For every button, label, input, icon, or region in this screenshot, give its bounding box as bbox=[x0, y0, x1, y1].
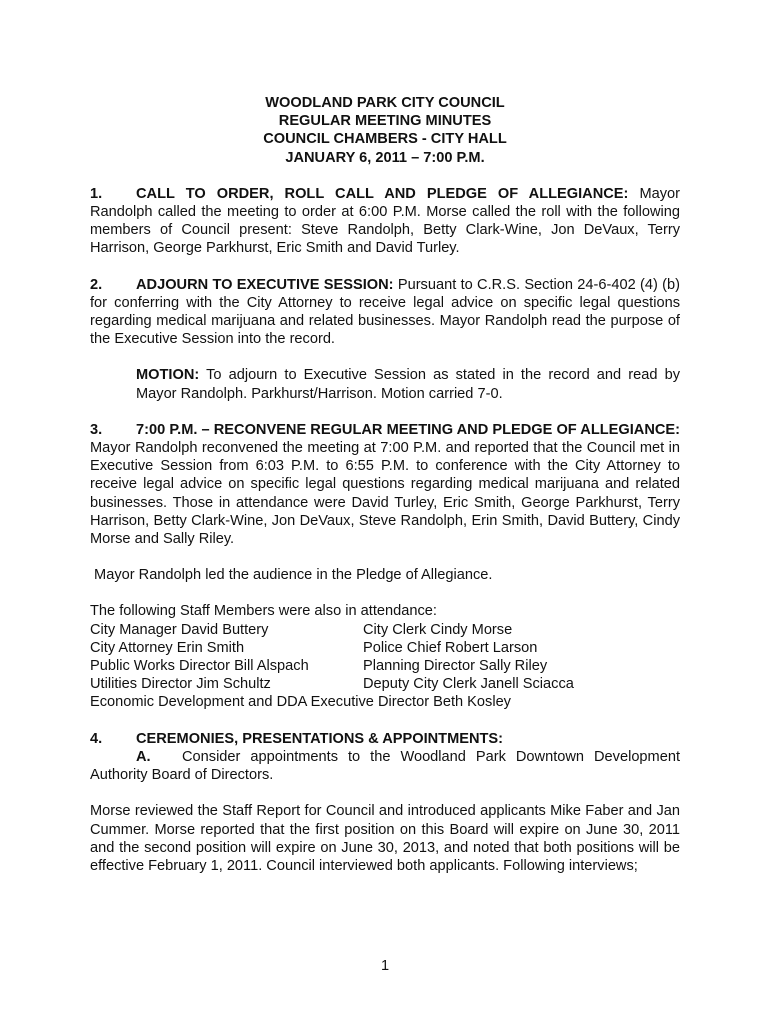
staff-right: City Clerk Cindy Morse bbox=[363, 621, 513, 638]
header-location: COUNCIL CHAMBERS - CITY HALL bbox=[263, 131, 507, 148]
section-3-title: 7:00 P.M. – RECONVENE REGULAR MEETING AND PLEDGE OF ALLEGIANCE: bbox=[136, 421, 680, 438]
staff-last: Economic Development and DDA Executive Director Beth Kosley bbox=[90, 694, 511, 711]
header-meeting-type: REGULAR MEETING MINUTES bbox=[278, 113, 492, 130]
staff-right: Police Chief Robert Larson bbox=[363, 639, 538, 656]
section-1 bbox=[90, 185, 680, 258]
staff-row bbox=[90, 639, 680, 657]
section-4-review: Morse reviewed the Staff Report for Council and introduced applicants Mike Faber and Jan Cummer. Morse reported that the first position on this Board will expire on June 30, 2011 and the second position will expire on June 30, 2013, and noted that both positions will be effective February 1, 2011. Council interviewed both applicants. Following interviews; bbox=[90, 803, 680, 874]
header-council-name: WOODLAND PARK CITY COUNCIL bbox=[265, 95, 505, 111]
section-2-motion bbox=[136, 366, 680, 402]
section-3-number: 3. bbox=[90, 421, 103, 438]
pledge-line: Mayor Randolph led the audience in the Pledge of Allegiance. bbox=[90, 567, 493, 584]
section-4-number: 4. bbox=[90, 730, 103, 747]
staff-right: Planning Director Sally Riley bbox=[363, 658, 548, 675]
item-a-text: Consider appointments to the Woodland Park Downtown Development Authority Board of Directors. bbox=[90, 748, 680, 784]
section-1-title: CALL TO ORDER, ROLL CALL AND PLEDGE OF ALLEGIANCE: bbox=[136, 185, 629, 202]
section-2-number: 2. bbox=[90, 276, 103, 293]
document-body bbox=[90, 94, 680, 875]
staff-left: City Manager David Buttery bbox=[90, 621, 269, 638]
staff-list bbox=[90, 602, 680, 711]
page-number: 1 bbox=[380, 958, 390, 974]
section-1-text: Mayor Randolph called the meeting to order at 6:00 P.M. Morse called the roll with the following members of Council present: Steve Randolph, Betty Clark-Wine, Jon DeVaux, Terry Harrison, George Parkhurst, Eric Smith and David Turley. bbox=[90, 185, 680, 257]
section-2 bbox=[90, 276, 680, 349]
header-date: JANUARY 6, 2011 – 7:00 P.M. bbox=[285, 149, 485, 166]
item-a-label: A. bbox=[136, 748, 151, 765]
section-2-text: Pursuant to C.R.S. Section 24-6-402 (4) (b) for conferring with the City Attorney to receive legal advice on specific legal questions regarding medical marijuana and related businesses. Mayor Randolph read the purpose of the Executive Session into the record. bbox=[90, 276, 680, 348]
section-3-text: Mayor Randolph reconvened the meeting at 7:00 P.M. and reported that the Council met in Executive Session from 6:03 P.M. to 6:55 P.M. to conference with the City Attorney to receive legal advice on specific legal questions regarding medical marijuana and related businesses. Those in attendance were David Turley, Eric Smith, George Parkhurst, Terry Harrison, Betty Clark-Wine, Jon DeVaux, Steve Randolph, Erin Smith, David Buttery, Cindy Morse and Sally Riley. bbox=[90, 440, 680, 548]
staff-intro: The following Staff Members were also in attendance: bbox=[90, 603, 437, 620]
staff-row bbox=[90, 657, 680, 675]
section-4-item-a bbox=[90, 748, 680, 784]
section-4 bbox=[90, 730, 680, 785]
section-2-title: ADJOURN TO EXECUTIVE SESSION: bbox=[136, 276, 394, 293]
staff-left: City Attorney Erin Smith bbox=[90, 639, 245, 656]
motion-text: To adjourn to Executive Session as stated in the record and read by Mayor Randolph. Parkhurst/Harrison. Motion carried 7-0. bbox=[136, 367, 680, 402]
section-1-number: 1. bbox=[90, 185, 103, 202]
staff-left: Utilities Director Jim Schultz bbox=[90, 676, 271, 693]
staff-row bbox=[90, 621, 680, 639]
section-3 bbox=[90, 421, 680, 548]
staff-row bbox=[90, 675, 680, 693]
section-4-title: CEREMONIES, PRESENTATIONS & APPOINTMENTS: bbox=[136, 730, 504, 747]
staff-left: Public Works Director Bill Alspach bbox=[90, 658, 309, 675]
motion-label: MOTION: bbox=[136, 367, 200, 384]
document-header bbox=[90, 94, 680, 167]
staff-right: Deputy City Clerk Janell Sciacca bbox=[363, 676, 574, 693]
